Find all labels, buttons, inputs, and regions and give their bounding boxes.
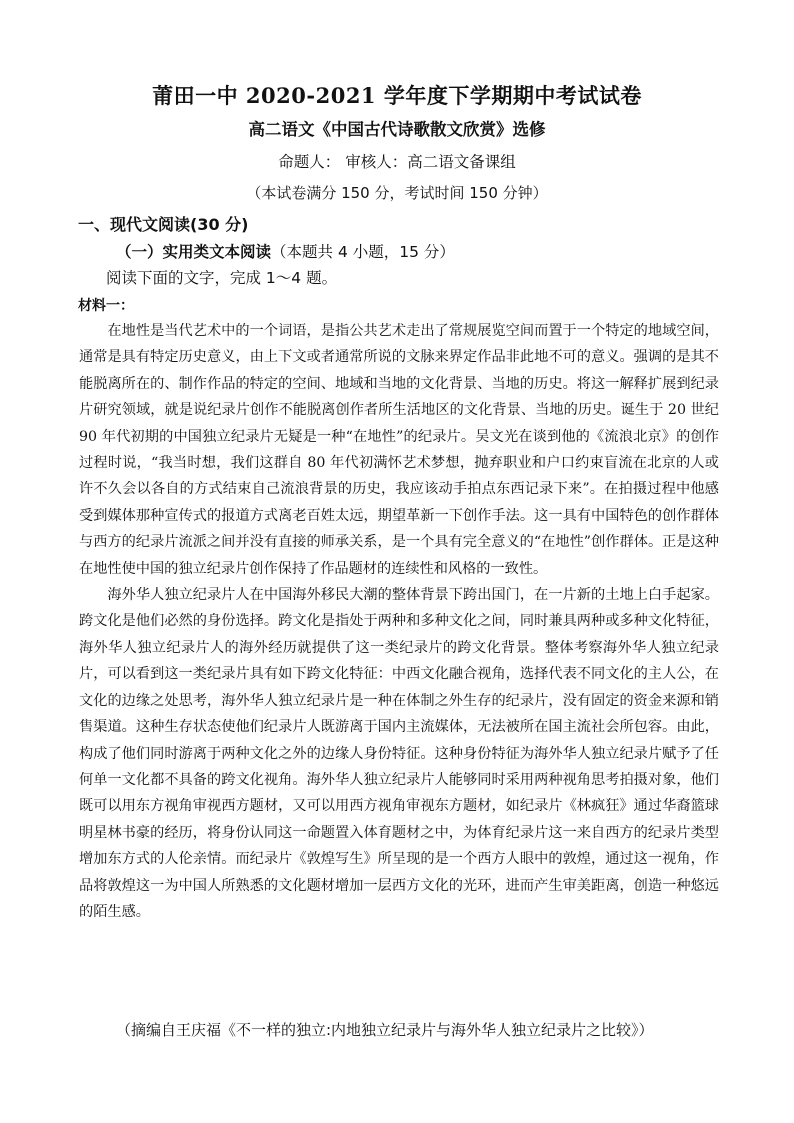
subsection-heading (116, 240, 455, 262)
paragraph: 在地性是当代艺术中的一个词语，是指公共艺术走出了常规展览空间而置于一个特定的地域空间，通常是具有特定历史意义，由上下文或者通常所说的文脉来界定作品非此地不可的意义。强调的是其不能脱离所在的、制作作品的特定的空间、地域和当地的文化背景、当地的历史。将这一解释扩展到纪录片研究领域，就是说纪录片创作不能脱离创作者所生活地区的文化背景、当地的历史。诞生于 20 世纪 90 年代初期的中国独立纪录片无疑是一种“在地性”的纪录片。吴文光在谈到他的《流浪北京》的创作过程时说，“我当时想，我们这群自 80 年代初满怀艺术梦想，抛弃职业和户口约束盲流在北京的人或许不久会以各自的方式结束自己流浪背景的历史，我应该动手拍点东西记录下来”。在拍摄过程中他感受到媒体那种宣传式的报道方式离老百姓太远，期望革新一下创作手法。这一具有中国特色的创作群体与西方的纪录片流派之间并没有直接的师承关系，是一个具有完全意义的“在地性”创作群体。正是这种在地性使中国的独立纪录片创作保持了作品题材的连续性和风格的一致性。 (79, 323, 719, 577)
page-title: 莆田一中 2020-2021 学年度下学期期中考试试卷 (152, 83, 642, 108)
page-subtitle: 高二语文《中国古代诗歌散文欣赏》选修 (248, 120, 546, 139)
material-body (79, 318, 719, 925)
section-heading: 一、现代文阅读(30 分) (78, 215, 249, 234)
paragraph: 海外华人独立纪录片人在中国海外移民大潮的整体背景下跨出国门，在一片新的土地上白手起家。跨文化是他们必然的身份选择。跨文化是指处于两种和多种文化之间，同时兼具两种或多种文化特征，海外华人独立纪录片人的海外经历就提供了这一类纪录片的跨文化背景。整体考察海外华人独立纪录片，可以看到这一类纪录片具有如下跨文化特征：中西文化融合视角，选择代表不同文化的主人公，在文化的边缘之处思考，海外华人独立纪录片是一种在体制之外生存的纪录片，没有固定的资金来源和销售渠道。这种生存状态使他们纪录片人既游离于国内主流媒体，无法被所在国主流社会所包容。由此，构成了他们同时游离于两种文化之外的边缘人身份特征。这种身份特征为海外华人独立纪录片赋予了任何单一文化都不具备的跨文化视角。海外华人独立纪录片人能够同时采用两种视角思考拍摄对象，他们既可以用东方视角审视西方题材，又可以用西方视角审视东方题材，如纪录片《林疯狂》通过华裔篮球明星林书豪的经历，将身份认同这一命题置入体育题材之中，为体育纪录片这一来自西方的纪录片类型增加东方式的人伦亲情。而纪录片《敦煌写生》所呈现的是一个西方人眼中的敦煌，通过这一视角，作品将敦煌这一为中国人所熟悉的文化题材增加一层西方文化的光环，进而产生审美距离，创造一种悠远的陌生感。 (79, 587, 719, 920)
subsection-title: （一）实用类文本阅读 (116, 243, 272, 261)
source-citation: （摘编自王庆福《不一样的独立:内地独立纪录片与海外华人独立纪录片之比较》） (116, 1021, 654, 1039)
reading-instruction: 阅读下面的文字，完成 1～4 题。 (106, 269, 338, 287)
exam-note: （本试卷满分 150 分，考试时间 150 分钟） (246, 184, 548, 202)
subsection-note: （本题共 4 小题，15 分） (271, 243, 455, 261)
authors-line: 命题人： 审核人：高二语文备课组 (278, 153, 516, 171)
material-label: 材料一： (78, 298, 134, 314)
